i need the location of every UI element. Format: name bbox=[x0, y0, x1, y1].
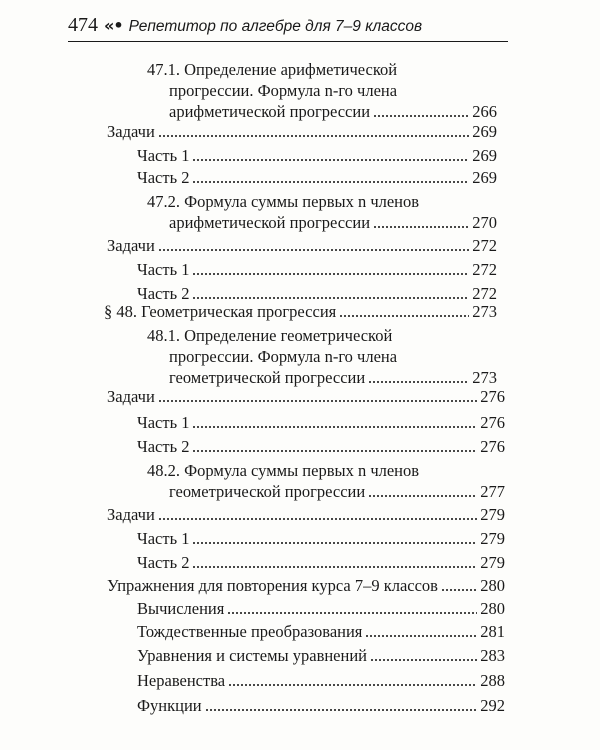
toc-page-number: 270 bbox=[472, 213, 497, 232]
toc-entry-title: прогрессии. Формула n-го члена bbox=[169, 81, 398, 100]
toc-line bbox=[137, 284, 497, 304]
dot-leader bbox=[158, 518, 477, 520]
toc-entry-title: арифметической прогрессии bbox=[169, 102, 371, 121]
dot-leader bbox=[192, 181, 469, 183]
toc-line bbox=[137, 599, 505, 619]
toc-line bbox=[107, 122, 497, 142]
dot-leader bbox=[158, 135, 469, 137]
toc-entry-title: арифметической прогрессии bbox=[169, 213, 371, 232]
toc-page-number: 281 bbox=[480, 622, 505, 641]
toc-entry-title: Часть 1 bbox=[137, 529, 190, 548]
toc-line bbox=[107, 236, 497, 256]
toc-entry-title: 48.1. Определение геометрической bbox=[147, 326, 393, 345]
dot-leader bbox=[158, 400, 477, 402]
toc-entry-title: геометрической прогрессии bbox=[169, 482, 366, 501]
toc-page-number: 279 bbox=[480, 505, 505, 524]
toc-line bbox=[137, 696, 505, 716]
dot-leader bbox=[373, 115, 469, 117]
dot-leader bbox=[227, 612, 477, 614]
toc-entry-title: Упражнения для повторения курса 7–9 классов bbox=[107, 576, 438, 595]
toc-entry-title: Часть 1 bbox=[137, 146, 190, 165]
toc-line bbox=[137, 671, 505, 691]
dot-leader bbox=[158, 249, 469, 251]
toc-page-number: 269 bbox=[472, 168, 497, 187]
toc-page-number: 272 bbox=[472, 284, 497, 303]
toc-page-number: 276 bbox=[480, 387, 505, 406]
toc-page-number: 266 bbox=[472, 102, 497, 121]
toc-line bbox=[137, 146, 497, 166]
toc-line bbox=[137, 622, 505, 642]
toc-page-number: 269 bbox=[472, 122, 497, 141]
running-title: Репетитор по алгебре для 7–9 классов bbox=[128, 18, 423, 35]
dot-leader bbox=[205, 709, 478, 711]
toc-entry-title: Часть 1 bbox=[137, 260, 190, 279]
dot-leader bbox=[370, 659, 477, 661]
toc-entry-title: Вычисления bbox=[137, 599, 225, 618]
toc-entry-title: 48.2. Формула суммы первых n членов bbox=[147, 461, 420, 480]
dot-leader bbox=[365, 635, 477, 637]
toc-page-number: 277 bbox=[480, 482, 505, 501]
dot-leader bbox=[192, 426, 477, 428]
toc-line bbox=[137, 646, 505, 666]
toc-line bbox=[147, 192, 419, 212]
toc-entry-title: Задачи bbox=[107, 387, 155, 406]
toc-line bbox=[169, 368, 497, 388]
toc-line bbox=[169, 102, 497, 122]
toc-line bbox=[137, 553, 505, 573]
dot-leader bbox=[368, 495, 477, 497]
toc-page-number: 292 bbox=[480, 696, 505, 715]
toc-line bbox=[137, 529, 505, 549]
toc-entry-title: геометрической прогрессии bbox=[169, 368, 366, 387]
toc-page-number: 272 bbox=[472, 236, 497, 255]
toc-entry-title: прогрессии. Формула n-го члена bbox=[169, 347, 398, 366]
dot-leader bbox=[441, 589, 477, 591]
toc-page-number: 276 bbox=[480, 413, 505, 432]
toc-line bbox=[104, 302, 497, 322]
toc-line bbox=[137, 413, 505, 433]
toc-entry-title: Уравнения и системы уравнений bbox=[137, 646, 368, 665]
toc-line bbox=[147, 326, 392, 346]
dot-leader bbox=[192, 566, 477, 568]
toc-entry-title: 47.2. Формула суммы первых n членов bbox=[147, 192, 420, 211]
toc-page-number: 279 bbox=[480, 529, 505, 548]
toc-entry-title: Часть 2 bbox=[137, 284, 190, 303]
toc-line bbox=[169, 213, 497, 233]
toc-entry-title: § 48. Геометрическая прогрессия bbox=[104, 302, 337, 321]
dot-leader bbox=[192, 450, 477, 452]
toc-page-number: 273 bbox=[472, 368, 497, 387]
toc-page-number: 283 bbox=[480, 646, 505, 665]
toc-entry-title: Часть 2 bbox=[137, 553, 190, 572]
dot-leader bbox=[373, 226, 469, 228]
toc-line bbox=[169, 81, 397, 101]
dot-leader bbox=[368, 381, 469, 383]
dot-leader bbox=[228, 684, 477, 686]
toc-entry-title: Задачи bbox=[107, 505, 155, 524]
toc-line bbox=[137, 437, 505, 457]
toc-page-number: 276 bbox=[480, 437, 505, 456]
toc-line bbox=[107, 505, 505, 525]
toc-line bbox=[147, 461, 419, 481]
dot-leader bbox=[339, 315, 469, 317]
toc-line bbox=[147, 60, 397, 80]
toc-entry-title: Часть 1 bbox=[137, 413, 190, 432]
toc-page-number: 280 bbox=[480, 576, 505, 595]
toc-entry-title: Часть 2 bbox=[137, 168, 190, 187]
dot-leader bbox=[192, 297, 469, 299]
toc-line bbox=[169, 482, 505, 502]
dot-leader bbox=[192, 273, 469, 275]
toc-entry-title: Тождественные преобразования bbox=[137, 622, 363, 641]
toc-entry-title: Часть 2 bbox=[137, 437, 190, 456]
toc-page-number: 279 bbox=[480, 553, 505, 572]
dot-leader bbox=[192, 159, 469, 161]
page-number: 474 bbox=[68, 14, 98, 36]
toc-page-number: 288 bbox=[480, 671, 505, 690]
toc-page-number: 269 bbox=[472, 146, 497, 165]
toc-page-number: 273 bbox=[472, 302, 497, 321]
toc-page-number: 280 bbox=[480, 599, 505, 618]
toc-line bbox=[107, 387, 505, 407]
toc-line bbox=[137, 260, 497, 280]
toc-entry-title: Задачи bbox=[107, 236, 155, 255]
toc-entry-title: Функции bbox=[137, 696, 202, 715]
header-marker: «• bbox=[104, 16, 123, 35]
toc-line bbox=[107, 576, 505, 596]
toc-line bbox=[137, 168, 497, 188]
toc-entry-title: 47.1. Определение арифметической bbox=[147, 60, 398, 79]
toc-line bbox=[169, 347, 397, 367]
toc-page-number: 272 bbox=[472, 260, 497, 279]
toc-entry-title: Неравенства bbox=[137, 671, 226, 690]
toc-entry-title: Задачи bbox=[107, 122, 155, 141]
dot-leader bbox=[192, 542, 477, 544]
